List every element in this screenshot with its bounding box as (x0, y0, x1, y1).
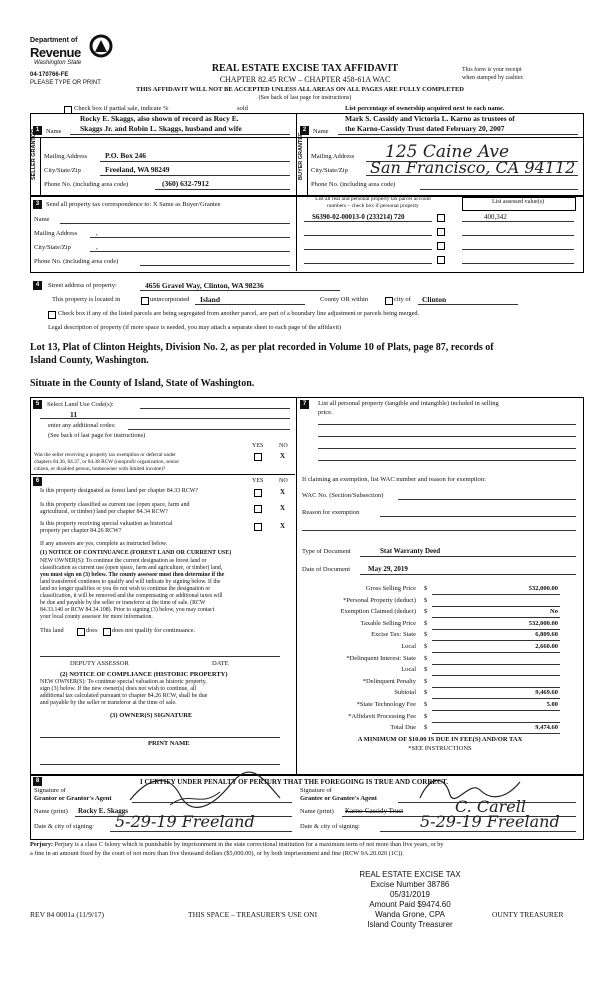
notice-n8: 84.33.140 or RCW 84.34.108). Prior to signing (3) below, you may contact (40, 607, 215, 613)
buyer-name-2: the Karno-Cassidy Trust dated February 20, 2007 (345, 124, 505, 133)
buyer-city-label: City/State/Zip (311, 167, 348, 174)
seller-name-label: Name (46, 128, 62, 135)
section-4-badge: 4 (33, 281, 42, 290)
city-label: city of (394, 296, 411, 303)
section-6-badge: 6 (33, 477, 42, 486)
sec5-q1c: citizen, or disabled person, homeowner with limited income)? (34, 466, 166, 472)
calc-dollar-sign: $ (424, 712, 428, 720)
calc-dollar-sign: $ (424, 666, 428, 674)
ownership-note: List percentage of ownership acquired next to each name. (345, 105, 505, 112)
sec6-q1-yes[interactable] (254, 489, 262, 497)
personal-property-checkbox-2[interactable] (437, 228, 445, 236)
calc-underline (432, 687, 560, 688)
calc-label: *Personal Property (deduct) (343, 596, 416, 604)
legal-description-label: Legal description of property (if more space is needed, you may attach a separate sheet to each page of the affidavit) (48, 324, 342, 331)
grantor-sig-label-2: Grantor or Grantor's Agent (34, 795, 112, 802)
calc-underline (432, 606, 560, 607)
deputy-assessor-label: DEPUTY ASSESSOR (70, 660, 129, 667)
seller-mail-label: Mailing Address (44, 153, 88, 160)
notice-n3: you must sign on (3) below. The county assessor must then determine if the (40, 572, 225, 578)
perjury-notice (30, 841, 444, 848)
calc-underline (432, 594, 560, 595)
doc-type-value: Stat Warranty Deed (380, 547, 441, 555)
parcel-header-1: List all real and personal property tax parcel account (315, 196, 431, 202)
notice-n4: land transferred continues to qualify and will indicate by signing below. If the (40, 579, 221, 585)
assessed-header: List assessed value(s) (492, 199, 544, 205)
receipt-note-1: This form is your receipt (462, 67, 522, 73)
notice-n1: NEW OWNER(S): To continue the current designation as forest land or (40, 558, 207, 564)
parcel-number: S6390-02-00013-0 (233214) 720 (312, 213, 405, 221)
receipt-note-2: when stamped by cashier. (462, 75, 524, 81)
calc-dollar-sign: $ (424, 643, 428, 650)
partial-sale-label: Check box if partial sale, indicate % (74, 105, 169, 112)
form-subtitle: CHAPTER 82.45 RCW – CHAPTER 458-61A WAC (219, 75, 391, 84)
buyer-city: San Francisco, CA 94112 (370, 158, 576, 177)
sec6-if-any: If any answers are yes, complete as instructed below. (40, 541, 168, 547)
sec5-yes-header: YES (252, 443, 264, 449)
calc-dollar-sign: $ (424, 689, 428, 697)
section-7-badge: 7 (300, 400, 309, 409)
calc-label: Gross Selling Price (365, 585, 416, 592)
street-address: 4656 Gravel Way, Clinton, WA 98236 (145, 281, 264, 290)
please-type: PLEASE TYPE OR PRINT (30, 80, 101, 86)
personal-property-checkbox-4[interactable] (437, 256, 445, 264)
assessed-value: 400,342 (484, 213, 507, 221)
assessor-date-label: DATE (212, 660, 229, 667)
sec6-q2b: agricultural, or timber) land per chapter 84.34 RCW? (40, 509, 168, 515)
calc-label: Local (401, 666, 416, 674)
see-instructions: *SEE INSTRUCTIONS (408, 745, 472, 752)
land-use-label: Select Land Use Code(s): (47, 401, 114, 408)
grantee-print-name: Karno-Cassidy Trust (345, 807, 404, 815)
calc-value: 532,000.00 (528, 619, 558, 627)
personal-property-label: List all personal property (tangible and intangible) included in selling (318, 400, 499, 407)
section-2-badge: 2 (300, 126, 309, 135)
calc-dollar-sign: $ (424, 701, 428, 708)
grantor-date-label: Date & city of signing: (34, 823, 94, 830)
correspondence-label: Send all property tax correspondence to: X Same as Buyer/Grantee (46, 201, 221, 208)
calc-underline (432, 698, 560, 699)
calc-value: 5.00 (546, 701, 558, 708)
corr-city-label: City/State/Zip (34, 244, 71, 251)
sec5-no-header: NO (279, 443, 288, 449)
notice-n6: classification, it will be removed and the compensating or additional taxes will (40, 593, 223, 599)
logo-state: Washington State (34, 60, 82, 66)
reason-label: Reason for exemption (302, 509, 360, 516)
legal-line-2: Island County, Washington. (30, 355, 149, 366)
street-label: Street address of property: (48, 282, 117, 289)
calc-dollar-sign: $ (424, 608, 428, 616)
county-treasurer-label: OUNTY TREASURER (492, 910, 564, 919)
corr-mail-comma: , (96, 229, 98, 237)
seller-name-2: Skaggs Jr. and Robin L. Skaggs, husband and wife (80, 124, 242, 133)
perjury-label: Perjury: (30, 841, 54, 848)
calc-dollar-sign: $ (424, 585, 428, 592)
calc-label: Taxable Selling Price (360, 619, 416, 627)
calc-underline (432, 640, 560, 641)
calc-label: Subtotal (394, 689, 416, 697)
seller-phone: (360) 632-7912 (162, 179, 209, 188)
calc-underline (432, 675, 560, 676)
sec5-no-answer[interactable]: X (280, 452, 286, 460)
see-back: (See back of last page for instructions) (258, 95, 352, 101)
legal-line-1: Lot 13, Plat of Clinton Heights, Division No. 2, as per plat recorded in Volume 10 of Plats, page 87, records of (30, 342, 494, 353)
seller-vertical-label: SELLER GRANTOR (31, 129, 37, 180)
revenue-emblem-icon (88, 34, 114, 58)
grantor-sig-label-1: Signature of (34, 787, 66, 794)
sec6-yes-header: YES (252, 478, 264, 484)
seller-mail: P.O. Box 246 (105, 151, 146, 160)
calc-dollar-sign: $ (424, 724, 428, 732)
calc-underline (432, 733, 560, 734)
sold-label: sold (237, 105, 248, 112)
city-value: Clinton (422, 295, 447, 304)
buyer-name-label: Name (313, 128, 329, 135)
land-use-code: 11 (70, 410, 78, 419)
section-3-badge: 3 (33, 200, 42, 209)
sec6-q3-yes[interactable] (254, 523, 262, 531)
calc-underline (432, 617, 560, 618)
calc-underline (432, 629, 560, 630)
county-value: Island (200, 295, 221, 304)
calc-value: 9,469.60 (535, 689, 558, 697)
grantor-date-city: 5-29-19 Freeland (115, 812, 255, 831)
notice-compliance-title: (2) NOTICE OF COMPLIANCE (HISTORIC PROPERTY) (60, 671, 228, 678)
notice-n2: classification as current use (open space, farm and agriculture, or timber) land, (40, 565, 223, 571)
sec5-yes-checkbox[interactable] (254, 453, 262, 461)
segregated-checkbox[interactable] (48, 311, 56, 319)
personal-property-checkbox-3[interactable] (437, 242, 445, 250)
calc-underline (432, 664, 560, 665)
grantor-name-label: Name (print) (34, 808, 68, 815)
calc-label: Excise Tax: State (371, 631, 416, 639)
calc-label: Exemption Claimed (deduct) (340, 608, 416, 616)
exemption-claim-label: If claiming an exemption, list WAC number and reason for exemption: (302, 476, 486, 483)
additional-codes-label: enter any additional codes: (48, 422, 116, 429)
doc-type-label: Type of Document (302, 548, 351, 555)
corr-name-label: Name (34, 216, 50, 223)
land-does-not-label: does not qualify for continuance. (112, 627, 196, 634)
sec6-q3-no[interactable]: X (280, 522, 286, 530)
doc-date-label: Date of Document (302, 566, 351, 573)
minimum-fee-note: A MINIMUM OF $10.00 IS DUE IN FEE(S) AND/OR TAX (357, 736, 523, 743)
city-checkbox[interactable] (385, 297, 393, 305)
calc-value: 6,809.60 (535, 631, 558, 639)
seller-city: Freeland, WA 98249 (105, 165, 170, 174)
calc-label: *Affidavit Processing Fee (348, 712, 416, 720)
compliance-m2: sign (3) below. If the new owner(s) does not wish to continue, all (40, 686, 197, 692)
land-does-not-checkbox[interactable] (103, 628, 111, 636)
county-or-within-label: County OR within (320, 296, 369, 303)
buyer-mail-label: Mailing Address (311, 153, 355, 160)
calc-label: *State Technology Fee (356, 701, 416, 708)
personal-property-label-2: price. (318, 409, 333, 416)
stamp-line-4: Amount Paid $9474.60 (369, 900, 451, 909)
calc-underline (432, 710, 560, 711)
unincorporated-checkbox[interactable] (141, 297, 149, 305)
grantee-sig-label-1: Signature of (300, 787, 332, 794)
notice-n7: be due and payable by the seller or transferor at the time of sale. (RCW (40, 600, 206, 606)
stamp-line-6: Island County Treasurer (367, 920, 453, 929)
calc-dollar-sign: $ (424, 596, 428, 604)
sec5-q1b: chapters 84.36, 84.37, or 84.38 RCW (nonprofit organization, senior (34, 459, 180, 465)
buyer-phone-label: Phone No. (including area code) (311, 181, 396, 188)
grantee-date-label: Date & city of signing: (300, 823, 360, 830)
certify-statement: I CERTIFY UNDER PENALTY OF PERJURY THAT THE FOREGOING IS TRUE AND CORRECT. (140, 778, 449, 786)
calc-label: *Delinquent Interest: State (346, 654, 416, 662)
corr-mail-label: Mailing Address (34, 230, 78, 237)
stamp-line-1: REAL ESTATE EXCISE TAX (359, 870, 461, 879)
wac-label: WAC No. (Section/Subsection) (302, 492, 384, 499)
notice-continuance-title: (1) NOTICE OF CONTINUANCE (FOREST LAND OR CURRENT USE) (40, 550, 232, 556)
calc-underline (432, 722, 560, 723)
land-does-checkbox[interactable] (77, 628, 85, 636)
sec6-no-header: NO (279, 478, 288, 484)
grantor-print-name: Rocky E. Skaggs (78, 807, 128, 815)
personal-property-checkbox-1[interactable] (437, 214, 445, 222)
form-title: REAL ESTATE EXCISE TAX AFFIDAVIT (211, 63, 399, 74)
calc-label: Total Due (390, 724, 416, 732)
form-revision: REV 84 0001a (11/9/17) (30, 910, 104, 919)
stamp-line-3: 05/31/2019 (389, 890, 431, 899)
calc-value: No (550, 608, 558, 616)
print-name-label: PRINT NAME (148, 740, 190, 747)
sec5-q1a: Was the seller receiving a property tax exemption or deferral under (34, 452, 176, 458)
land-does-label: does (86, 627, 98, 634)
calc-label: Local (401, 643, 416, 650)
notice-n9: your local county assessor for more information. (40, 614, 153, 620)
seller-name-1: Rocky E. Skaggs, also shown of record as Rocy E. (80, 114, 239, 123)
sec6-q3b: property per chapter 84.26 RCW? (40, 528, 122, 534)
corr-phone-label: Phone No. (including area code) (34, 258, 119, 265)
grantee-handwritten-name: C. Carell (455, 797, 526, 816)
sec6-q2-yes[interactable] (254, 505, 262, 513)
perjury-text-2: a fine in an amount fixed by the court of not more than five thousand dollars ($5,000.00), or by both imprisonment and fine (RCW 9A.20.020 (1C)). (30, 850, 404, 857)
section-1-badge: 1 (33, 126, 42, 135)
calc-label: *Delinquent Penalty (362, 677, 416, 685)
calc-value: 9,474.60 (535, 724, 558, 732)
land-use-see-back: (See back of last page for instructions) (48, 432, 146, 439)
form-warning: THIS AFFIDAVIT WILL NOT BE ACCEPTED UNLESS ALL AREAS ON ALL PAGES ARE FULLY COMPLETED (136, 86, 464, 93)
calc-dollar-sign: $ (424, 654, 428, 662)
located-in-label: This property is located in (52, 296, 121, 303)
grantor-signature (120, 770, 290, 812)
sec6-q2a: Is this property classified as current use (open space, farm and (40, 502, 190, 508)
notice-n5: land no longer qualifies or you do not wish to continue the designation or (40, 586, 211, 592)
logo-revenue: Revenue (30, 45, 81, 60)
treasurer-use-label: THIS SPACE – TREASURER'S USE ONI (188, 910, 318, 919)
calc-value: 532,000.00 (528, 585, 558, 592)
compliance-m1: NEW OWNER(S): To continue special valuation as historic property, (40, 679, 207, 685)
this-land-label: This land (40, 627, 64, 634)
form-code: 04-170766-FE (30, 72, 69, 78)
owner-signature-label: (3) OWNER(S) SIGNATURE (110, 712, 193, 719)
legal-line-3: Situate in the County of Island, State of Washington. (30, 378, 255, 389)
compliance-m3: additional tax calculated pursuant to chapter 84.26 RCW, shall be due (40, 693, 208, 699)
grantee-date-city: 5-29-19 Freeland (420, 812, 560, 831)
calc-dollar-sign: $ (424, 619, 428, 627)
sec6-q3a: Is this property receiving special valuation as historical (40, 521, 173, 527)
stamp-line-2: Excise Number 38786 (370, 880, 450, 889)
section-5-badge: 5 (33, 400, 42, 409)
calc-dollar-sign: $ (424, 631, 428, 639)
compliance-m4: and payable by the seller or transferor at the time of sale. (40, 700, 177, 706)
stamp-line-5: Wanda Grone, CPA (375, 910, 445, 919)
buyer-vertical-label: BUYER GRANTEE (298, 132, 304, 180)
sec6-q1: Is this property designated as forest land per chapter 84.33 RCW? (40, 488, 199, 494)
section-8-badge: 8 (33, 777, 42, 786)
logo-dept: Department of (30, 37, 78, 44)
buyer-mail: 125 Caine Ave (385, 142, 510, 162)
sec6-q2-no[interactable]: X (280, 504, 286, 512)
unincorporated-label: unincorporated (150, 296, 190, 303)
corr-city-comma: , (96, 243, 98, 251)
grantee-sig-label-2: Grantee or Grantee's Agent (300, 795, 377, 802)
parcel-header-2: numbers – check box if personal property (327, 203, 419, 209)
seller-city-label: City/State/Zip (44, 167, 81, 174)
seller-phone-label: Phone No. (including area code) (44, 181, 129, 188)
perjury-text-1: Perjury is a class C felony which is punishable by imprisonment in the state correctional institution for a maximum term of not more than five years, or by (54, 841, 444, 848)
calc-value: 2,660.00 (535, 643, 558, 650)
calc-dollar-sign: $ (424, 677, 428, 685)
doc-date-value: May 29, 2019 (368, 565, 408, 573)
grantee-name-label: Name (print) (300, 808, 334, 815)
buyer-name-1: Mark S. Cassidy and Victoria L. Karno as trustees of (345, 114, 515, 123)
segregated-label: Check box if any of the listed parcels are being segregated from another parcel, are part of a boundary line adjustment or parcels being merged. (58, 310, 420, 317)
sec6-q1-no[interactable]: X (280, 488, 286, 496)
calc-underline (432, 652, 560, 653)
